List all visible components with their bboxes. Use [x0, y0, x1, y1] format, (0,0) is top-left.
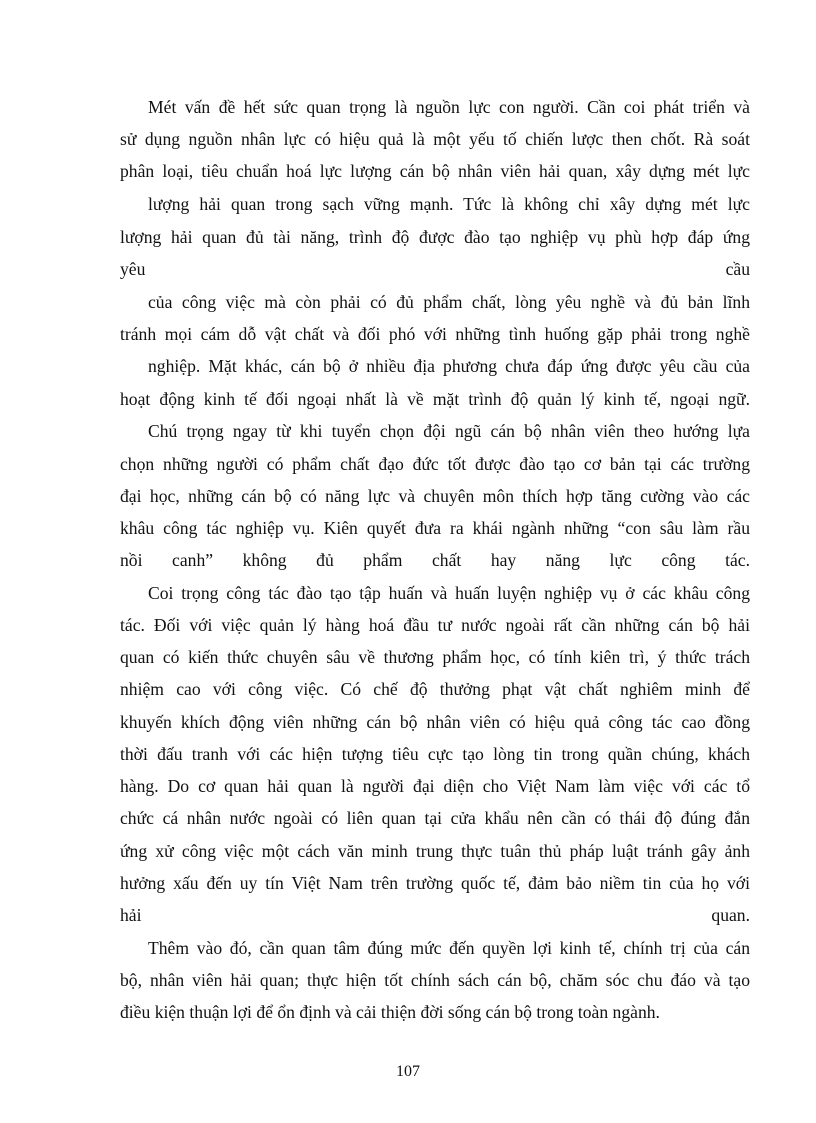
text-line: nhiệm cao với công việc. Có chế độ thưởng phạt vật chất nghiêm minh để [120, 679, 750, 699]
text-line: nồi canh” không đủ phẩm chất hay năng lực công tác. [120, 550, 750, 570]
text-line: hàng. Do cơ quan hải quan là người đại diện cho Việt Nam làm việc với các tổ [120, 776, 750, 796]
text-line: điều kiện thuận lợi để ổn định và cải thiện đời sống cán bộ trong toàn ngành. [120, 1002, 660, 1022]
text-line: nghiệp. Mặt khác, cán bộ ở nhiều địa phương chưa đáp ứng được yêu cầu của [148, 356, 750, 376]
page-number: 107 [396, 1063, 420, 1080]
text-line: của công việc mà còn phải có đủ phẩm chất, lòng yêu nghề và đủ bản lĩnh [148, 292, 750, 312]
text-line: đại học, những cán bộ có năng lực và chuyên môn thích hợp tăng cường vào các [120, 486, 750, 506]
text-line: chức cá nhân nước ngoài có liên quan tại cửa khẩu nên cần có thái độ đúng đắn [120, 808, 750, 828]
text-line: hoạt động kinh tế đối ngoại nhất là về mặt trình độ quản lý kinh tế, ngoại ngữ. [120, 389, 750, 409]
text-line: tránh mọi cám dỗ vật chất và đối phó với những tình huống gặp phải trong nghề [120, 324, 750, 344]
text-line: khuyến khích động viên những cán bộ nhân viên có hiệu quả công tác cao đồng [120, 712, 750, 732]
text-line: Thêm vào đó, cần quan tâm đúng mức đến quyền lợi kinh tế, chính trị của cán [148, 938, 750, 958]
text-line: phân loại, tiêu chuẩn hoá lực lượng cán bộ nhân viên hải quan, xây dựng mét lực [120, 161, 750, 181]
text-line: ứng xử công việc một cách văn minh trung thực tuân thủ pháp luật tránh gây ảnh [120, 841, 750, 861]
text-line: khâu công tác nghiệp vụ. Kiên quyết đưa ra khái ngành những “con sâu làm rầu [120, 518, 750, 538]
text-line: Coi trọng công tác đào tạo tập huấn và huấn luyện nghiệp vụ ở các khâu công [148, 583, 750, 603]
text-line: yêu cầu [120, 259, 750, 279]
text-line: Chú trọng ngay từ khi tuyển chọn đội ngũ cán bộ nhân viên theo hướng lựa [148, 421, 750, 441]
text-line: lượng hải quan đủ tài năng, trình độ được đào tạo nghiệp vụ phù hợp đáp ứng [120, 227, 750, 247]
text-line: chọn những người có phẩm chất đạo đức tốt được đào tạo cơ bản tại các trường [120, 454, 750, 474]
text-line: hải quan. [120, 905, 750, 925]
text-line: thời đấu tranh với các hiện tượng tiêu cực tạo lòng tin trong quần chúng, khách [120, 744, 750, 764]
text-line: bộ, nhân viên hải quan; thực hiện tốt chính sách cán bộ, chăm sóc chu đáo và tạo [120, 970, 750, 990]
text-line: sử dụng nguồn nhân lực có hiệu quả là một yếu tố chiến lược then chốt. Rà soát [120, 129, 750, 149]
text-line: tác. Đối với việc quản lý hàng hoá đầu tư nước ngoài rất cần những cán bộ hải [120, 615, 750, 635]
text-line: hưởng xấu đến uy tín Việt Nam trên trường quốc tế, đảm bảo niềm tin của họ với [120, 873, 750, 893]
text-line: quan có kiến thức chuyên sâu về thương phẩm học, có tính kiên trì, ý thức trách [120, 647, 750, 667]
text-line: Mét vấn đề hết sức quan trọng là nguồn lực con người. Cần coi phát triển và [148, 97, 750, 117]
text-line: lượng hải quan trong sạch vững mạnh. Tức là không chỉ xây dựng mét lực [148, 194, 750, 214]
